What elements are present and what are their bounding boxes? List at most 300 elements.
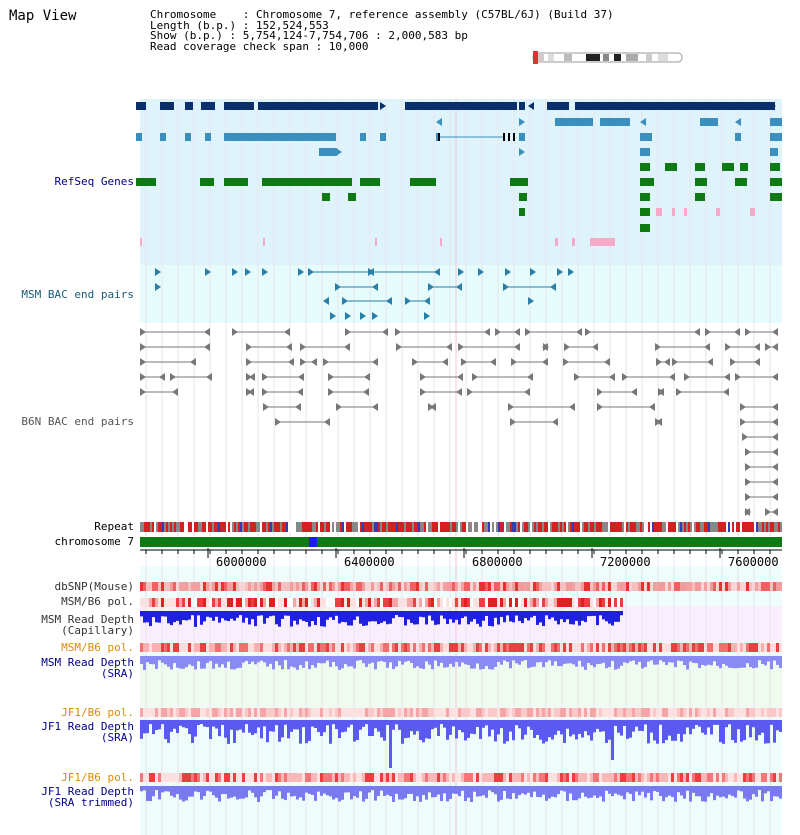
pol-segment: [245, 582, 248, 591]
depth-bar: [476, 786, 479, 797]
pol-segment: [650, 708, 653, 717]
depth-bar: [320, 656, 323, 663]
depth-bar: [215, 720, 218, 729]
pol-segment: [146, 598, 149, 607]
pol-segment: [182, 708, 185, 717]
repeat-segment: [410, 522, 412, 532]
depth-bar: [221, 786, 224, 794]
pol-segment: [491, 773, 494, 782]
gene-arrow: [669, 373, 675, 381]
pol-segment: [779, 773, 782, 782]
depth-bar: [449, 786, 452, 799]
pol-segment: [518, 582, 521, 591]
pol-segment: [401, 643, 404, 652]
pol-segment: [536, 773, 539, 782]
pol-segment: [230, 582, 233, 591]
depth-bar: [308, 611, 311, 627]
pol-segment: [371, 598, 374, 607]
depth-bar: [224, 611, 227, 620]
pol-segment: [179, 773, 182, 782]
pol-segment: [395, 708, 398, 717]
pol-segment: [158, 643, 161, 652]
depth-bar: [413, 720, 416, 735]
depth-bar: [164, 656, 167, 664]
depth-bar: [479, 786, 482, 796]
pol-segment: [722, 643, 725, 652]
pol-segment: [329, 643, 332, 652]
gene-arrow: [772, 478, 778, 486]
depth-bar: [644, 786, 647, 798]
gene-feature: [722, 163, 734, 171]
repeat-segment: [750, 522, 752, 532]
pol-segment: [218, 773, 221, 782]
pol-segment: [752, 643, 755, 652]
pol-segment: [554, 643, 557, 652]
depth-bar: [347, 786, 350, 792]
depth-bar: [683, 720, 686, 734]
pol-segment: [731, 708, 734, 717]
depth-bar: [494, 786, 497, 794]
repeat-segment: [338, 522, 340, 532]
pol-segment: [593, 582, 596, 591]
repeat-segment: [482, 522, 484, 532]
repeat-segment: [262, 522, 264, 532]
depth-bar: [596, 611, 599, 625]
repeat-segment: [720, 522, 722, 532]
pol-segment: [551, 643, 554, 652]
repeat-segment: [772, 522, 774, 532]
gene-arrow: [140, 388, 146, 396]
pol-segment: [482, 643, 485, 652]
depth-bar: [446, 720, 449, 740]
pol-segment: [680, 582, 683, 591]
depth-bar: [560, 720, 563, 734]
depth-bar: [341, 611, 344, 622]
depth-bar: [344, 611, 347, 622]
depth-bar: [674, 656, 677, 667]
depth-bar: [536, 656, 539, 662]
depth-bar: [710, 720, 713, 734]
repeat-segment: [158, 522, 160, 532]
pol-segment: [254, 643, 257, 652]
repeat-segment: [474, 522, 476, 532]
depth-bar: [269, 656, 272, 664]
label-msm-depth-sra-1: MSM Read Depth: [41, 656, 134, 669]
depth-bar: [665, 720, 668, 740]
pol-segment: [521, 582, 524, 591]
depth-bar: [452, 656, 455, 667]
pol-segment: [605, 773, 608, 782]
pol-segment: [719, 643, 722, 652]
depth-bar: [569, 720, 572, 736]
depth-bar: [680, 786, 683, 795]
pol-segment: [617, 582, 620, 591]
pol-segment: [179, 708, 182, 717]
repeat-segment: [508, 522, 510, 532]
repeat-segment: [570, 522, 572, 532]
depth-bar: [500, 611, 503, 617]
pol-segment: [665, 708, 668, 717]
depth-bar: [542, 786, 545, 795]
pol-segment: [476, 643, 479, 652]
pol-segment: [308, 773, 311, 782]
depth-bar: [305, 656, 308, 661]
depth-bar: [146, 656, 149, 662]
pol-segment: [170, 773, 173, 782]
pol-segment: [425, 708, 428, 717]
pol-segment: [296, 773, 299, 782]
depth-bar: [251, 611, 254, 619]
pol-segment: [473, 773, 476, 782]
depth-bar: [455, 786, 458, 794]
depth-bar: [326, 611, 329, 620]
pol-segment: [476, 708, 479, 717]
repeat-segment: [362, 522, 364, 532]
depth-bar: [464, 786, 467, 801]
pol-segment: [185, 643, 188, 652]
depth-bar: [227, 656, 230, 662]
axis-tick-label: 6000000: [216, 555, 267, 569]
pol-segment: [494, 643, 497, 652]
depth-bar: [581, 786, 584, 793]
repeat-segment: [728, 522, 730, 532]
pol-segment: [293, 582, 296, 591]
pol-segment: [746, 582, 749, 591]
repeat-segment: [256, 522, 258, 532]
depth-bar: [740, 786, 743, 791]
depth-bar: [563, 656, 566, 664]
pol-segment: [266, 598, 269, 607]
depth-bar: [164, 720, 167, 739]
pol-segment: [455, 708, 458, 717]
pol-segment: [242, 598, 245, 607]
depth-bar: [635, 656, 638, 665]
depth-bar: [515, 786, 518, 799]
pol-segment: [776, 643, 779, 652]
depth-bar: [254, 786, 257, 797]
repeat-segment: [698, 522, 700, 532]
pol-segment: [776, 582, 779, 591]
repeat-segment: [532, 522, 534, 532]
gene-feature: [770, 133, 782, 141]
depth-bar: [290, 720, 293, 732]
gene-arrow: [723, 388, 729, 396]
depth-bar: [257, 786, 260, 802]
pol-segment: [752, 582, 755, 591]
pol-segment: [749, 582, 752, 591]
pol-segment: [560, 582, 563, 591]
pol-segment: [221, 598, 224, 607]
pol-segment: [599, 643, 602, 652]
repeat-segment: [442, 522, 444, 532]
pol-segment: [485, 643, 488, 652]
pol-segment: [521, 773, 524, 782]
pol-segment: [176, 643, 179, 652]
pol-segment: [449, 598, 452, 607]
pol-segment: [425, 773, 428, 782]
pol-segment: [740, 773, 743, 782]
pol-segment: [770, 582, 773, 591]
depth-bar: [209, 656, 212, 661]
repeat-segment: [582, 522, 584, 532]
depth-bar: [275, 611, 278, 624]
depth-bar: [395, 720, 398, 724]
repeat-segment: [680, 522, 682, 532]
repeat-segment: [170, 522, 172, 532]
pol-segment: [317, 773, 320, 782]
pol-segment: [443, 643, 446, 652]
depth-bar: [614, 611, 617, 622]
depth-bar: [641, 786, 644, 792]
pol-segment: [566, 708, 569, 717]
depth-bar: [197, 656, 200, 661]
pol-segment: [299, 643, 302, 652]
gene-arrow: [754, 358, 760, 366]
pol-segment: [224, 643, 227, 652]
pol-segment: [452, 582, 455, 591]
pol-segment: [335, 582, 338, 591]
pol-segment: [509, 582, 512, 591]
depth-bar: [161, 656, 164, 663]
pol-segment: [299, 708, 302, 717]
pol-segment: [632, 773, 635, 782]
depth-bar: [470, 720, 473, 734]
depth-bar: [317, 786, 320, 792]
depth-bar: [707, 786, 710, 797]
pol-segment: [383, 773, 386, 782]
depth-bar: [170, 786, 173, 796]
pol-segment: [209, 773, 212, 782]
pol-segment: [284, 643, 287, 652]
gene-arrow: [656, 418, 662, 426]
gene-arrow: [694, 328, 700, 336]
depth-bar: [665, 656, 668, 665]
pol-segment: [437, 708, 440, 717]
depth-bar: [542, 656, 545, 667]
gene-arrow: [232, 328, 238, 336]
gene-arrow: [372, 358, 378, 366]
depth-bar: [335, 720, 338, 729]
pol-segment: [377, 643, 380, 652]
pol-segment: [527, 708, 530, 717]
depth-bar: [311, 786, 314, 795]
gene-feature: [224, 178, 248, 186]
depth-bar: [668, 786, 671, 796]
depth-bar: [530, 720, 533, 730]
gene-feature: [640, 193, 650, 201]
pol-segment: [386, 598, 389, 607]
depth-bar: [443, 656, 446, 668]
pol-segment: [218, 643, 221, 652]
repeat-segment: [768, 522, 770, 532]
pol-segment: [263, 708, 266, 717]
pol-segment: [626, 708, 629, 717]
pol-segment: [368, 643, 371, 652]
depth-bar: [386, 786, 389, 795]
depth-bar: [203, 656, 206, 669]
depth-bar: [644, 656, 647, 667]
pol-segment: [161, 773, 164, 782]
repeat-segment: [714, 522, 716, 532]
pol-segment: [368, 598, 371, 607]
depth-bar: [266, 720, 269, 742]
pol-segment: [140, 582, 143, 591]
pol-segment: [722, 773, 725, 782]
pol-segment: [302, 773, 305, 782]
depth-bar: [611, 611, 614, 625]
pol-segment: [527, 582, 530, 591]
pol-segment: [302, 582, 305, 591]
pol-segment: [590, 773, 593, 782]
pol-segment: [296, 598, 299, 607]
pol-segment: [359, 643, 362, 652]
pol-segment: [218, 582, 221, 591]
pol-segment: [272, 598, 275, 607]
gene-arrow: [456, 388, 462, 396]
pol-segment: [545, 773, 548, 782]
depth-bar: [548, 720, 551, 737]
repeat-segment: [740, 522, 742, 532]
depth-bar: [653, 786, 656, 791]
depth-bar: [620, 611, 623, 615]
depth-bar: [272, 720, 275, 732]
depth-bar: [443, 611, 446, 619]
pol-segment: [401, 708, 404, 717]
depth-bar: [713, 720, 716, 725]
pol-segment: [701, 773, 704, 782]
depth-bar: [203, 611, 206, 621]
depth-bar: [140, 720, 143, 739]
depth-bar: [191, 786, 194, 797]
repeat-segment: [468, 522, 470, 532]
depth-bar: [359, 656, 362, 660]
repeat-segment: [178, 522, 180, 532]
repeat-segment: [544, 522, 546, 532]
pol-segment: [425, 598, 428, 607]
repeat-segment: [366, 522, 368, 532]
pol-segment: [458, 598, 461, 607]
depth-bar: [347, 656, 350, 666]
repeat-segment: [708, 522, 710, 532]
pol-segment: [530, 582, 533, 591]
pol-segment: [338, 643, 341, 652]
repeat-segment: [330, 522, 332, 532]
pol-segment: [428, 773, 431, 782]
depth-bar: [686, 656, 689, 670]
pol-segment: [590, 598, 593, 607]
depth-bar: [470, 611, 473, 622]
depth-bar: [458, 611, 461, 624]
gene-feature: [519, 102, 525, 110]
depth-bar: [146, 611, 149, 622]
depth-bar: [182, 656, 185, 669]
depth-bar: [371, 656, 374, 663]
gene-arrow: [656, 358, 662, 366]
pol-segment: [572, 598, 575, 607]
repeat-segment: [716, 522, 718, 532]
gene-feature: [410, 178, 436, 186]
pol-segment: [149, 598, 152, 607]
gene-arrow: [472, 373, 478, 381]
pol-segment: [458, 582, 461, 591]
pol-segment: [593, 643, 596, 652]
depth-bar: [164, 786, 167, 791]
depth-bar: [626, 656, 629, 663]
depth-bar: [410, 786, 413, 794]
depth-bar: [698, 720, 701, 727]
depth-bar: [194, 786, 197, 791]
depth-bar: [182, 611, 185, 620]
pol-segment: [605, 582, 608, 591]
pol-segment: [548, 708, 551, 717]
repeat-segment: [404, 522, 406, 532]
pol-segment: [689, 643, 692, 652]
gene-arrow: [467, 388, 473, 396]
gene-feature: [519, 208, 525, 216]
repeat-segment: [744, 522, 746, 532]
pol-segment: [677, 708, 680, 717]
pol-segment: [746, 773, 749, 782]
depth-bar: [428, 611, 431, 616]
pol-segment: [536, 582, 539, 591]
repeat-segment: [546, 522, 548, 532]
depth-bar: [323, 786, 326, 794]
pol-segment: [734, 773, 737, 782]
depth-bar: [389, 786, 392, 796]
gene-feature: [772, 193, 782, 201]
pol-segment: [317, 598, 320, 607]
pol-segment: [206, 773, 209, 782]
repeat-segment: [412, 522, 414, 532]
pol-segment: [491, 643, 494, 652]
gene-feature: [695, 193, 705, 201]
pol-segment: [215, 582, 218, 591]
depth-bar: [767, 720, 770, 743]
depth-bar: [554, 656, 557, 661]
repeat-segment: [690, 522, 692, 532]
depth-bar: [533, 611, 536, 616]
depth-bar: [254, 611, 257, 626]
depth-bar: [407, 720, 410, 738]
depth-bar: [545, 786, 548, 801]
repeat-segment: [586, 522, 588, 532]
pol-segment: [179, 582, 182, 591]
pol-segment: [380, 643, 383, 652]
depth-bar: [248, 656, 251, 664]
depth-bar: [407, 611, 410, 619]
pol-segment: [512, 643, 515, 652]
gene-feature-pink: [440, 238, 442, 246]
pol-segment: [530, 773, 533, 782]
pol-segment: [293, 708, 296, 717]
pol-segment: [380, 598, 383, 607]
pol-segment: [659, 708, 662, 717]
depth-bar: [146, 786, 149, 801]
pol-segment: [140, 598, 143, 607]
depth-bar: [422, 656, 425, 669]
depth-bar: [422, 786, 425, 795]
depth-bar: [632, 786, 635, 801]
depth-bar: [596, 720, 599, 729]
depth-bar: [368, 786, 371, 792]
repeat-segment: [448, 522, 450, 532]
pol-segment: [731, 773, 734, 782]
pol-segment: [143, 773, 146, 782]
pol-segment: [323, 582, 326, 591]
repeat-segment: [348, 522, 350, 532]
pol-segment: [188, 643, 191, 652]
depth-bar: [461, 611, 464, 618]
